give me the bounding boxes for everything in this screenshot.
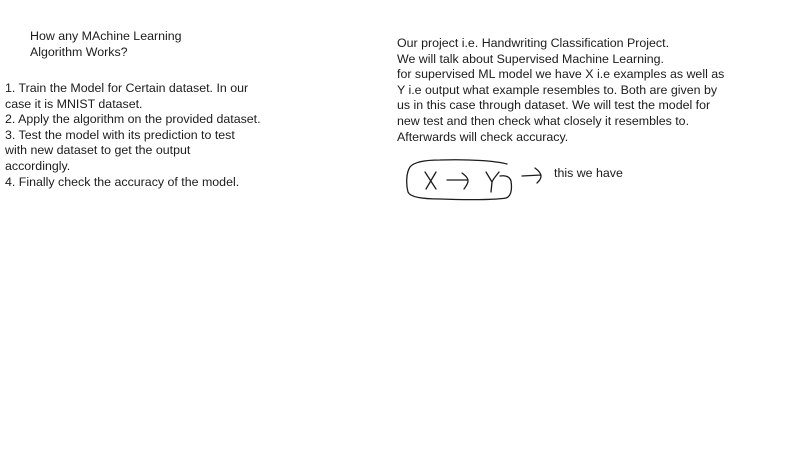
sketch-annotation: this we have [554,166,623,180]
y-letter-icon [486,172,499,192]
project-line-7: Afterwards will check accuracy. [397,129,569,144]
x-letter-icon [425,172,436,189]
ml-steps-list [5,81,261,190]
project-line-1: Our project i.e. Handwriting Classification Project. [397,36,670,50]
x-to-y-sketch [400,155,550,205]
project-line-4: Y i.e output what example resembles to. Both are given by [397,82,718,97]
steps-line-4: 3. Test the model with its prediction to test [5,127,235,142]
steps-line-5: with new dataset to get the output [5,143,191,158]
heading-line-1: How any MAchine Learning [30,29,182,43]
project-description [397,36,724,145]
steps-line-6: accordingly. [5,158,71,173]
steps-line-1: 1. Train the Model for Certain dataset. In our [5,81,249,95]
project-line-2: We will talk about Supervised Machine Learning. [397,51,665,66]
steps-line-3: 2. Apply the algorithm on the provided dataset. [5,112,261,127]
project-line-6: new test and then check what closely it resembles to. [397,113,690,128]
ml-heading [30,29,182,60]
heading-line-2: Algorithm Works? [30,44,128,59]
project-line-3: for supervised ML model we have X i.e examples as well as [397,67,725,82]
steps-line-7: 4. Finally check the accuracy of the model. [5,174,240,189]
standalone-arrow-icon [522,168,541,183]
steps-line-2: case it is MNIST dataset. [5,96,143,111]
project-line-5: us in this case through dataset. We will test the model for [397,98,711,113]
arrow-right-icon [447,173,468,189]
